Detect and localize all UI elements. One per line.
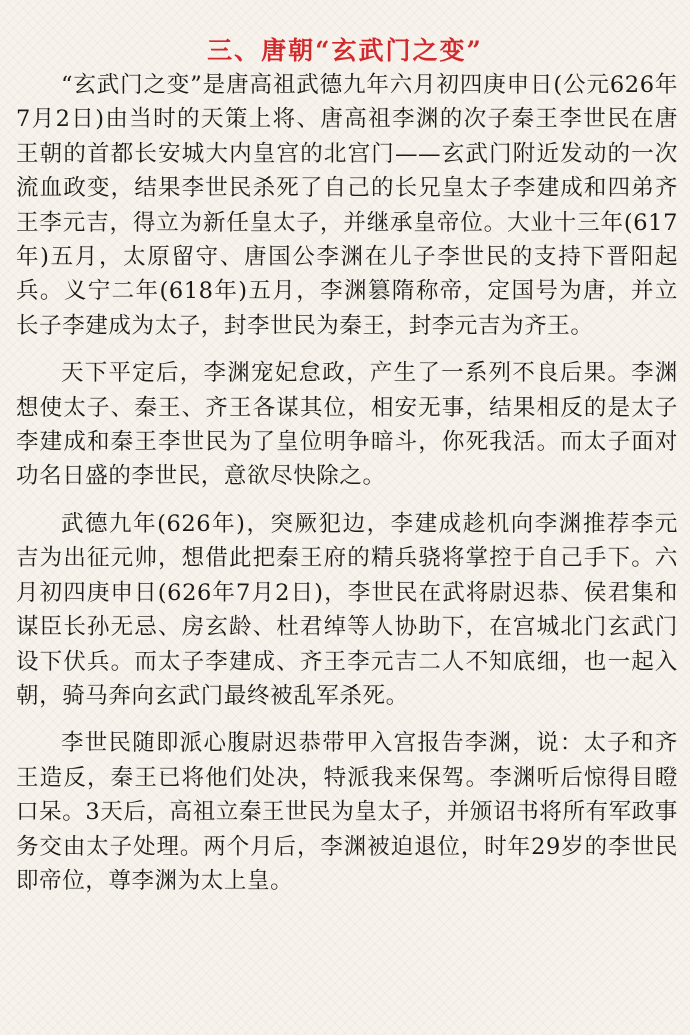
paragraph-2: 天下平定后，李渊宠妃怠政，产生了一系列不良后果。李渊想使太子、秦王、齐王各谋其位，相安无事，结果相反的是太子李建成和秦王李世民为了皇位明争暗斗，你死我活。而太子面对功名日盛的李世民，意欲尽快除之。 (16, 360, 678, 490)
paragraph-1: “玄武门之变”是唐高祖武德九年六月初四庚申日(公元626年7月2日)由当时的天策上将、唐高祖李渊的次子秦王李世民在唐王朝的首都长安城大内皇宫的北宫门——玄武门附近发动的一次流血政变，结果李世民杀死了自己的长兄皇太子李建成和四弟齐王李元吉，得立为新任皇太子，并继承皇帝位。大业十三年(617年)五月，太原留守、唐国公李渊在儿子李世民的支持下晋阳起兵。义宁二年(618年)五月，李渊篡隋称帝，定国号为唐，并立长子李建成为太子，封李世民为秦王，封李元吉为齐王。 (16, 72, 678, 339)
paragraph-3: 武德九年(626年)，突厥犯边，李建成趁机向李渊推荐李元吉为出征元帅，想借此把秦王府的精兵骁将掌控于自己手下。六月初四庚申日(626年7月2日)，李世民在武将尉迟恭、侯君集和谋臣长孙无忌、房玄龄、杜君绰等人协助下，在宫城北门玄武门设下伏兵。而太子李建成、齐王李元吉二人不知底细，也一起入朝，骑马奔向玄武门最终被乱军杀死。 (16, 510, 678, 709)
article-body (16, 68, 678, 898)
paragraph-4: 李世民随即派心腹尉迟恭带甲入宫报告李渊，说：太子和齐王造反，秦王已将他们处决，特派我来保驾。李渊听后惊得目瞪口呆。3天后，高祖立秦王世民为皇太子，并颁诏书将所有军政事务交由太子处理。两个月后，李渊被迫退位，时年29岁的李世民即帝位，尊李渊为太上皇。 (16, 730, 678, 894)
article-title: 三、唐朝“玄武门之变” (207, 35, 483, 65)
